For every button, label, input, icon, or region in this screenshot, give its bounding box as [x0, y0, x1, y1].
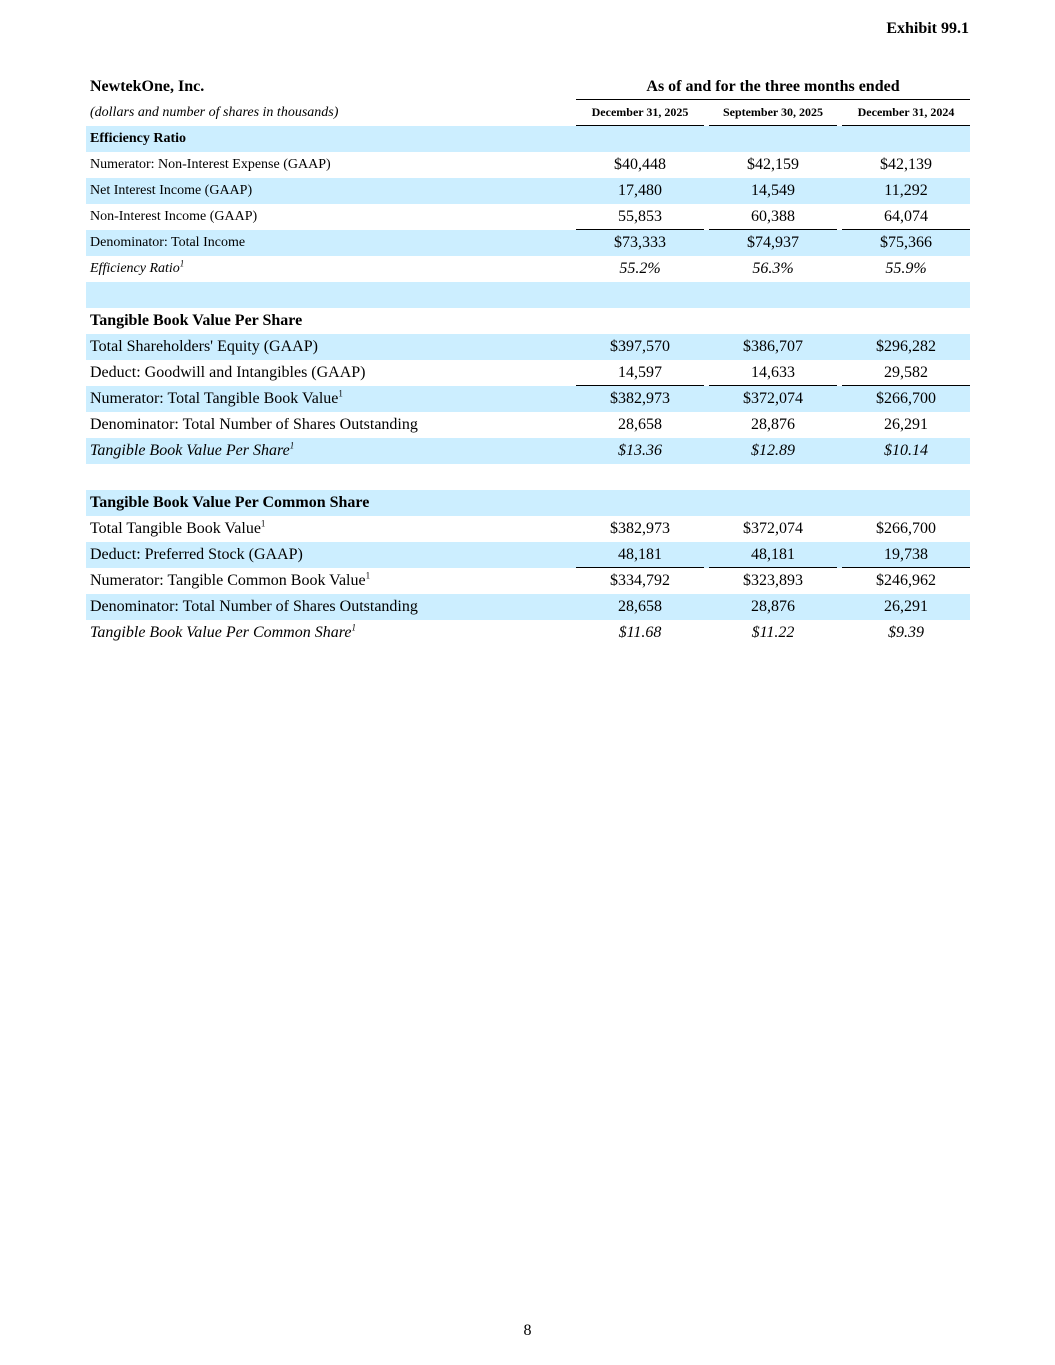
cell: 29,582 [842, 360, 970, 386]
row-label: Total Shareholders' Equity (GAAP) [90, 338, 318, 355]
row-label [86, 390, 571, 408]
cell: $296,282 [876, 338, 936, 355]
table-row [86, 230, 970, 256]
table-row [86, 386, 970, 412]
spacer-row [86, 464, 970, 490]
cell: 14,549 [751, 182, 795, 199]
cell: $334,792 [610, 572, 670, 589]
cell: $73,333 [614, 234, 666, 251]
table-row [86, 568, 970, 594]
table-row [86, 620, 970, 646]
column-header: December 31, 2025 [576, 100, 704, 126]
cell: 11,292 [884, 182, 928, 199]
cell: $266,700 [876, 390, 936, 407]
cell: 55,853 [576, 204, 704, 230]
cell: $372,074 [743, 390, 803, 407]
footnote-marker: 1 [289, 440, 295, 451]
table-row [86, 438, 970, 464]
table-row [86, 542, 970, 568]
cell: 26,291 [884, 416, 928, 433]
table-row [86, 152, 970, 178]
footnote-marker: 1 [338, 388, 343, 399]
row-label-text: Total Tangible Book Value [90, 520, 261, 537]
row-label: Numerator: Non-Interest Expense (GAAP) [90, 157, 331, 172]
table-row [86, 334, 970, 360]
units-note: (dollars and number of shares in thousands) [90, 105, 339, 120]
cell: 48,181 [709, 542, 837, 568]
cell: $74,937 [747, 234, 799, 251]
spacer-row [86, 282, 970, 308]
row-label: Net Interest Income (GAAP) [90, 183, 253, 198]
row-label [86, 258, 571, 277]
page-number: 8 [523, 1322, 532, 1339]
row-label [86, 572, 571, 590]
table-row [86, 516, 970, 542]
cell: 60,388 [709, 204, 837, 230]
section-title-row [86, 490, 970, 516]
row-label-text: Tangible Book Value Per Common Share [90, 624, 352, 641]
cell: 28,876 [751, 416, 795, 433]
section-title: Efficiency Ratio [90, 131, 187, 146]
cell: 28,658 [618, 416, 662, 433]
row-label-text: Numerator: Tangible Common Book Value [90, 572, 366, 589]
cell: $11.22 [751, 624, 795, 641]
cell: $10.14 [884, 442, 928, 459]
cell: 48,181 [576, 542, 704, 568]
cell: 55.9% [885, 260, 927, 277]
company-name: NewtekOne, Inc. [90, 78, 205, 95]
cell: $42,159 [747, 156, 799, 173]
cell: $246,962 [876, 572, 936, 589]
section-title: Tangible Book Value Per Share [90, 312, 303, 329]
row-label [86, 442, 571, 460]
table-row [86, 178, 970, 204]
table-row [86, 594, 970, 620]
cell: $75,366 [880, 234, 932, 251]
footnote-marker: 1 [365, 570, 371, 581]
table-header-row [86, 74, 970, 100]
financial-table [86, 74, 970, 646]
exhibit-label: Exhibit 99.1 [886, 20, 969, 37]
section-title: Tangible Book Value Per Common Share [90, 494, 370, 511]
footnote-marker: 1 [179, 258, 185, 269]
cell: 55.2% [619, 260, 661, 277]
cell: $266,700 [876, 520, 936, 537]
footnote-marker: 1 [351, 622, 356, 633]
table-row [86, 412, 970, 438]
cell: 56.3% [752, 260, 794, 277]
row-label-text: Tangible Book Value Per Share [90, 442, 290, 459]
table-row [86, 360, 970, 386]
table-row [86, 204, 970, 230]
row-label-text: Numerator: Total Tangible Book Value [90, 390, 339, 407]
section-title-row [86, 126, 970, 152]
cell: $42,139 [880, 156, 932, 173]
cell: 17,480 [618, 182, 662, 199]
cell: $372,074 [743, 520, 803, 537]
footnote-marker: 1 [260, 518, 266, 529]
row-label-text: Efficiency Ratio [90, 261, 180, 276]
row-label: Denominator: Total Number of Shares Outstanding [90, 416, 418, 433]
cell: 64,074 [842, 204, 970, 230]
cell: $13.36 [618, 442, 662, 459]
cell: $9.39 [888, 624, 924, 641]
row-label [86, 624, 571, 642]
row-label: Non-Interest Income (GAAP) [90, 209, 258, 224]
cell: 14,633 [709, 360, 837, 386]
cell: 28,876 [751, 598, 795, 615]
section-title-row [86, 308, 970, 334]
cell: $382,973 [610, 390, 670, 407]
cell: $11.68 [618, 624, 662, 641]
table-row [86, 256, 970, 282]
cell: $40,448 [614, 156, 666, 173]
column-header-row [86, 100, 970, 126]
cell: $12.89 [751, 442, 795, 459]
row-label [86, 520, 571, 538]
cell: 14,597 [576, 360, 704, 386]
cell: 26,291 [884, 598, 928, 615]
row-label: Denominator: Total Income [90, 235, 246, 250]
cell: $323,893 [743, 572, 803, 589]
cell: $382,973 [610, 520, 670, 537]
column-header: December 31, 2024 [842, 100, 970, 126]
cell: 28,658 [618, 598, 662, 615]
cell: $386,707 [743, 338, 803, 355]
row-label: Deduct: Goodwill and Intangibles (GAAP) [90, 364, 366, 381]
cell: 19,738 [842, 542, 970, 568]
period-header: As of and for the three months ended [576, 74, 970, 100]
row-label: Denominator: Total Number of Shares Outstanding [90, 598, 418, 615]
cell: $397,570 [610, 338, 670, 355]
column-header: September 30, 2025 [709, 100, 837, 126]
row-label: Deduct: Preferred Stock (GAAP) [90, 546, 303, 563]
